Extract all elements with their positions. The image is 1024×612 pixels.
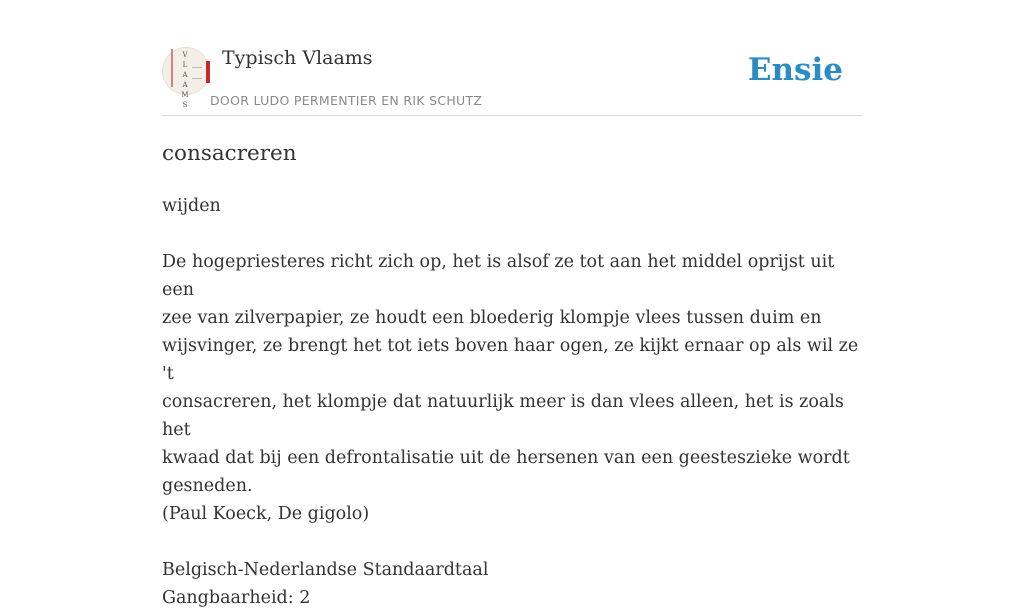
language-variant: Belgisch-Nederlandse Standaardtaal (162, 560, 489, 580)
book-title[interactable]: Typisch Vlaams (222, 47, 373, 69)
quote-line: gesneden. (162, 476, 253, 496)
quote-line: wijsvinger, ze brengt het tot iets boven haar ogen, ze kijkt ernaar op als wil ze 't (162, 336, 859, 384)
cover-lettering: V L A A M S (181, 51, 189, 109)
cover-decoration (171, 49, 173, 87)
usage-note: Gangbaarheid: 2 (162, 588, 311, 608)
quote-source: (Paul Koeck, De gigolo) (162, 504, 370, 524)
quote-line: De hogepriesteres richt zich op, het is alsof ze tot aan het middel oprijst uit een (162, 252, 835, 300)
cover-decoration-lines (192, 67, 202, 79)
entry-body (162, 192, 862, 612)
cover-spine (206, 61, 210, 83)
quote-line: zee van zilverpapier, ze houdt een bloederig klompje vlees tussen duim en (162, 308, 822, 328)
ensie-logo-link[interactable]: Ensie (747, 52, 843, 88)
quote-line: kwaad dat bij een defrontalisatie uit de hersenen van een geesteszieke wordt (162, 448, 850, 468)
entry-definition: wijden (162, 196, 221, 216)
paragraph-spacer (162, 220, 862, 248)
book-cover-image[interactable] (162, 47, 210, 109)
paragraph-spacer (162, 528, 862, 556)
entry-title: consacreren (162, 141, 297, 166)
book-header (162, 40, 862, 116)
book-authors: DOOR LUDO PERMENTIER EN RIK SCHUTZ (210, 93, 483, 108)
quote-line: consacreren, het klompje dat natuurlijk meer is dan vlees alleen, het is zoals het (162, 392, 844, 440)
